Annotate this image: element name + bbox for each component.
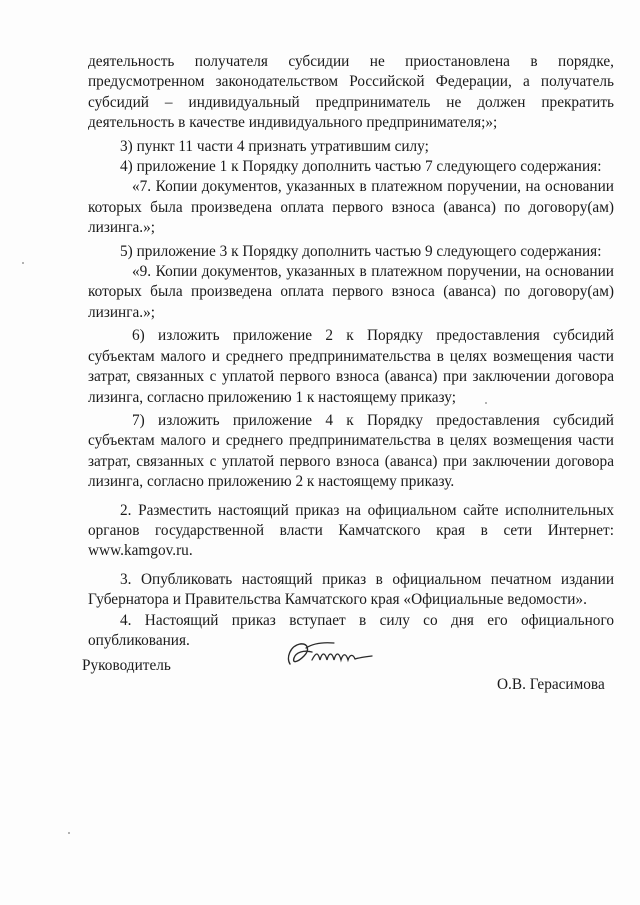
item-3: 3) пункт 11 части 4 признать утратившим силу; [120, 137, 429, 155]
item-6: 6) изложить приложение 2 к Порядку предоставления субсидий субъектам малого и среднего предпринимательства в целях возмещения части затрат, связанных с уплатой первого взноса (аванса) при заключении договора лизинга, согласно приложению 1 к настоящему приказу; [88, 327, 614, 406]
scan-speck [485, 402, 487, 404]
item-5-quote: «9. Копии документов, указанных в платежном поручении, на основании которых была произведена оплата первого взноса (аванса) по договору(ам) лизинга.»; [88, 263, 614, 321]
item-5: 5) приложение 3 к Порядку дополнить частью 9 следующего содержания: [120, 242, 602, 260]
signatory-position: Руководитель [82, 657, 171, 674]
point-3: 3. Опубликовать настоящий приказ в официальном печатном издании Губернатора и Правительства Камчатского края «Официальные ведомости». [88, 570, 614, 609]
item-4-quote: «7. Копии документов, указанных в платежном поручении, на основании которых была произведена оплата первого взноса (аванса) по договору(ам) лизинга.»; [88, 178, 614, 237]
item-4: 4) приложение 1 к Порядку дополнить частью 7 следующего содержания: [120, 158, 602, 176]
signatory-name: О.В. Герасимова [497, 676, 605, 693]
scan-speck [22, 262, 24, 264]
paragraph-continuation: деятельность получателя субсидии не приостановлена в порядке, предусмотренном законодательством Российской Федерации, а получатель субсидий – индивидуальный предприниматель не должен прекратить деятельность в качестве индивидуального предпринимателя;»; [88, 53, 614, 132]
point-4: 4. Настоящий приказ вступает в силу со дня его официального опубликования. [88, 611, 614, 649]
item-7: 7) изложить приложение 4 к Порядку предоставления субсидий субъектам малого и среднего предпринимательства в целях возмещения части затрат, связанных с уплатой первого взноса (аванса) при заключении договора лизинга, согласно приложению 2 к настоящему приказу. [88, 411, 614, 491]
scan-speck [68, 832, 70, 834]
point-2: 2. Разместить настоящий приказ на официальном сайте исполнительных органов государственной власти Камчатского края в сети Интернет: www.kamgov.ru. [88, 501, 614, 560]
document-body [88, 52, 614, 651]
